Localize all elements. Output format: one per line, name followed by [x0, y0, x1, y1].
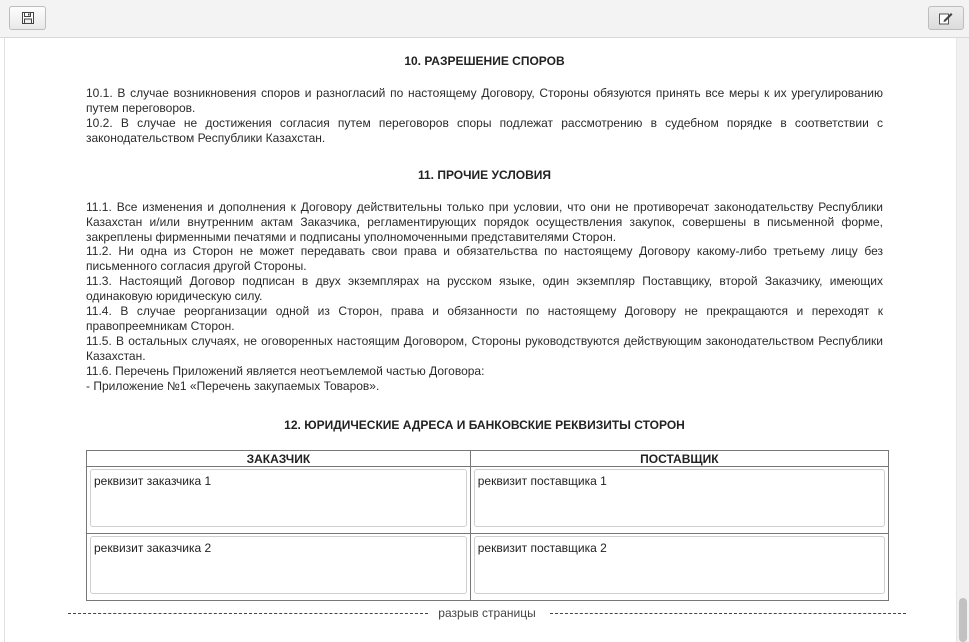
appendix-item: - Приложение №1 «Перечень закупаемых Товаров».: [86, 379, 380, 393]
customer-requisite-field-2[interactable]: реквизит заказчика 2: [90, 536, 467, 594]
table-row: [87, 534, 889, 601]
pencil-edit-icon: [939, 11, 953, 25]
vertical-scrollbar[interactable]: [956, 38, 969, 642]
page-break-label: разрыв страницы: [432, 606, 541, 620]
table-row: [87, 467, 889, 534]
clause-11-5: 11.5. В остальных случаях, не оговоренных настоящим Договором, Стороны руководствуются действующим законодательством Республики Казахстан.: [86, 334, 883, 363]
page-break-label-wrap: [68, 606, 906, 620]
table-cell: [470, 534, 888, 601]
table-cell: [87, 467, 471, 534]
scrollbar-thumb[interactable]: [959, 598, 967, 642]
table-cell: [87, 534, 471, 601]
edit-button[interactable]: [928, 6, 964, 30]
clause-11-2: 11.2. Ни одна из Сторон не может передавать свои права и обязательства по настоящему Договору какому-либо третьему лицу без письменного согласия другой Стороны.: [86, 244, 883, 273]
clause-11-3: 11.3. Настоящий Договор подписан в двух экземплярах на русском языке, один экземпляр Поставщику, второй Заказчику, имеющих одинаковую юридическую силу.: [86, 274, 883, 303]
section-11-title: 11. ПРОЧИЕ УСЛОВИЯ: [417, 168, 552, 182]
supplier-requisite-field-1[interactable]: реквизит поставщика 1: [474, 469, 885, 527]
requisites-table: [86, 450, 889, 601]
supplier-requisite-field-2[interactable]: реквизит поставщика 2: [474, 536, 885, 594]
clause-10-1: 10.1. В случае возникновения споров и разногласий по настоящему Договору, Стороны обязуются принять все меры к их урегулированию путем переговоров.: [86, 86, 883, 115]
table-header-row: [87, 451, 889, 467]
page-break[interactable]: [68, 606, 906, 620]
clause-11-6: 11.6. Перечень Приложений является неотъемлемой частью Договора:: [86, 364, 485, 378]
customer-requisite-field-1[interactable]: реквизит заказчика 1: [90, 469, 467, 527]
clause-11-1: 11.1. Все изменения и дополнения к Договору действительны только при условии, что они не противоречат законодательству Республики Казахстан и/или внутренним актам Заказчика, регламентирующих порядок осуществления закупок, совершены в письменной форме, закреплены фирменными печатями и подписаны уполномоченными представителями Сторон.: [86, 200, 883, 244]
section-12-title: 12. ЮРИДИЧЕСКИЕ АДРЕСА И БАНКОВСКИЕ РЕКВИЗИТЫ СТОРОН: [284, 418, 685, 432]
save-button[interactable]: [9, 6, 46, 30]
document-editor[interactable]: [4, 38, 958, 642]
table-cell: [470, 467, 888, 534]
supplier-column-header: ПОСТАВЩИК: [470, 451, 888, 467]
toolbar: [0, 0, 969, 38]
floppy-disk-icon: [22, 12, 34, 24]
clause-10-2: 10.2. В случае не достижения согласия путем переговоров споры подлежат рассмотрению в судебном порядке в соответствии с законодательством Республики Казахстан.: [86, 116, 883, 145]
clause-11-4: 11.4. В случае реорганизации одной из Сторон, права и обязанности по настоящему Договору не прекращаются и переходят к правопреемникам Сторон.: [86, 304, 883, 333]
customer-column-header: ЗАКАЗЧИК: [87, 451, 471, 467]
section-10-title: 10. РАЗРЕШЕНИЕ СПОРОВ: [404, 54, 565, 68]
